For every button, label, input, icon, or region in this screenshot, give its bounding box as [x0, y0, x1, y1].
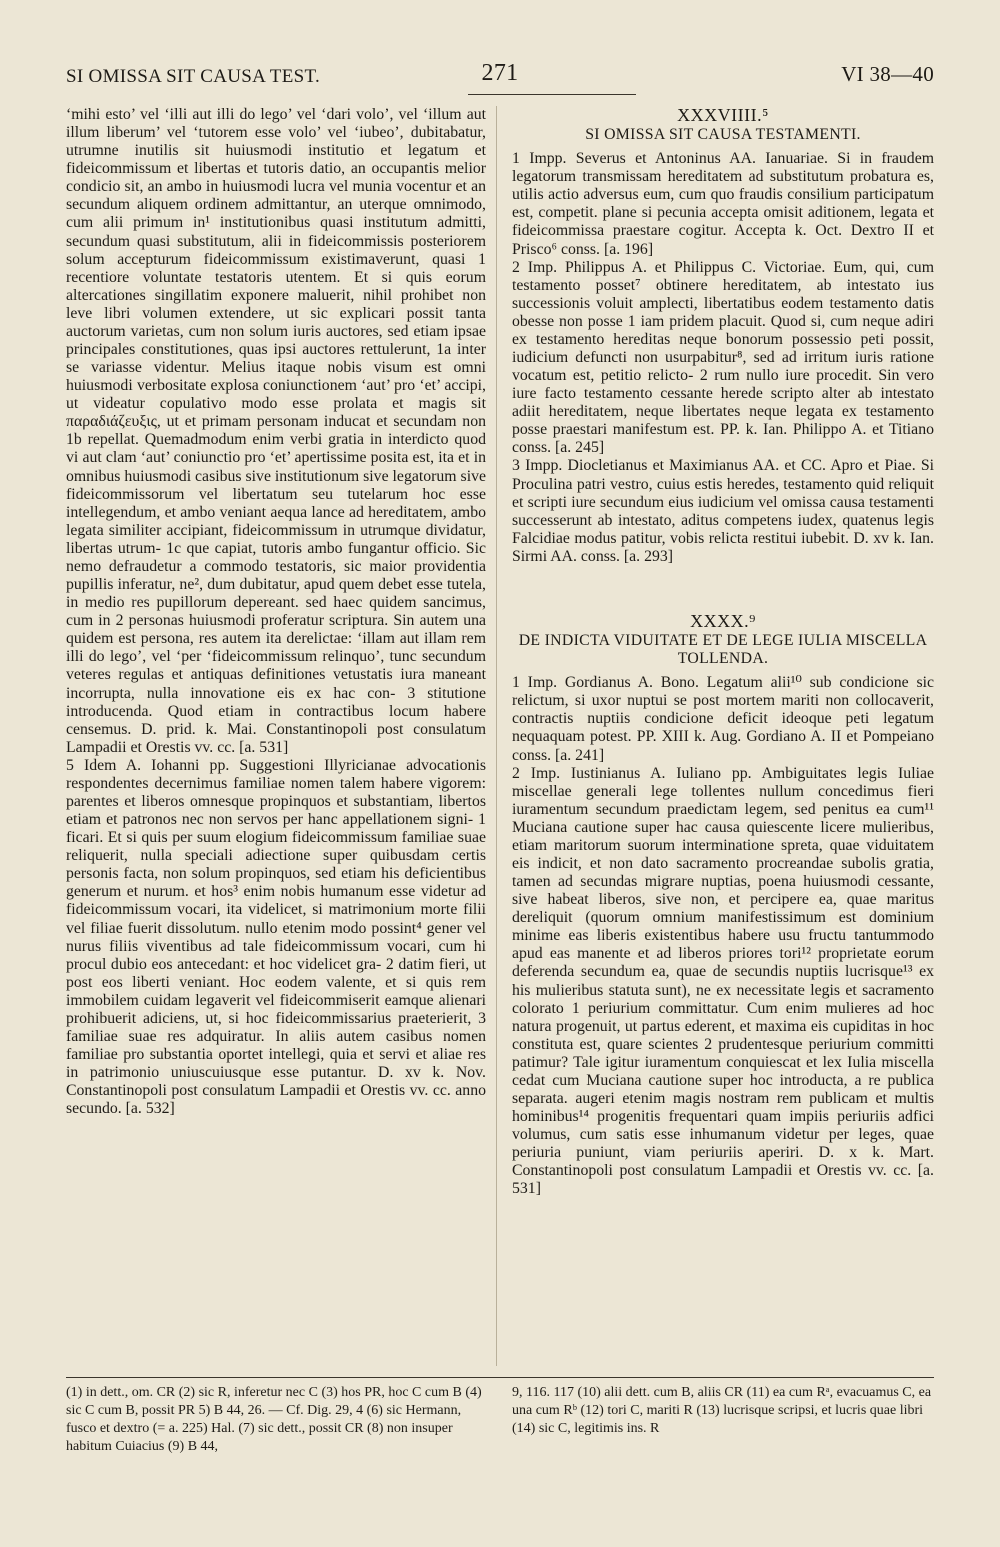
footnote-text: (1) in dett., om. CR (2) sic R, inferetur nec C (3) hos PR, hoc C cum B (4) sic C cum B, possit PR 5) B 44, 26. — Cf. Dig. 29, 4 (6) sic Hermann, fusco et dextro (= a. 225) Hal. (7) sic dett., possit CR (8) non insuper habitum Cuiacius (9) B 44,	[66, 1385, 482, 1454]
footnotes-right	[512, 1384, 934, 1438]
law-text-paragraph: 5 Idem A. Iohanni pp. Suggestioni Illyricianae advocationis respondentes decernimus familiae nomen talem habere vigorem: parentes et liberos omnesque propinquos et substantiam, libertos etiam et patronos nec non servos per hanc appellationem signi- 1 ficari. Et si quis per suum elogium fideicommissum familiae suae reliquerit, nulla speciali adiectione super quibusdam certis personis facta, non solum propinquos, sed etiam his deficientibus generum et nurum. et hos³ enim nobis humanum esse videtur ad fideicommissum vocari, ita videlicet, si matrimonium morte filii vel filiae fuerit dissolutum. nullo etenim modo possint⁴ gener vel nurus filiis viventibus ad tale fideicommissum vocari, cum hi procul dubio eos antecedant: et hoc videlicet gra- 2 datim fieri, ut post eos liberti veniant. Hoc eodem valente, et si quis rem immobilem cuidam legaverit vel fideicommiserit eamque alienari prohibuerit adiciens, ut, si hoc fideicommissarius praeterierit, 3 familiae suae res adquiratur. In aliis autem casibus nomen familiae pro substantia oportet intellegi, quia et servi et aliae res in patrimonio uniuscuiusque esse putantur. D. xv k. Nov. Constantinopoli post consulatum Lampadii et Orestis vv. cc. anno secundo. [a. 532]	[66, 756, 486, 1118]
law-text-paragraph: 1 Imp. Gordianus A. Bono. Legatum alii¹⁰ sub condicione sic relictum, si uxor nuptui se post mortem mariti non collocaverit, contractis nuptiis condicione deficit ideoque peti legatum nequaquam potest. PP. XIII k. Aug. Gordiano A. II et Pompeiano conss. [a. 241]	[512, 674, 934, 764]
section-number: XXXVIIII.⁵	[677, 105, 769, 125]
law-text-paragraph: 2 Imp. Iustinianus A. Iuliano pp. Ambiguitates legis Iuliae miscellae generali lege tollentes nullum concedimus fieri iuramentum secundum praedictam legem, sed penitus ea cum¹¹ Muciana cautione super hac causa quiescente licere mulieribus, etiam maritorum suorum interminatione spreta, quae viduitatem eis indicit, et non dato sacramento procreandae subolis gratia, tamen ad secundas migrare nuptias, poena huiusmodi cessante, sive habeat liberos, sive non, et percipere ea, quae maritus dereliquit (quorum omnium manifestissimum est dominium minime eas liberis existentibus habere usu fructu tantummodo apud eas manente et ad liberos priores tori¹² proprietate eorum deferenda secundum ea, quae de secundis nuptiis lucrisque¹³ ex his mulieribus statuta sunt), ne ex necessitate legis et sacramento colorato 1 periurium committatur. Cum enim mulieres ad hoc natura progenuit, ut partus ederent, et maxima eis cupiditas in hoc constituta est, quare scientes 2 prudentesque periurium committi patimur? Tale igitur iuramentum conquiescat et lex Iulia miscella cedat cum Muciana cautione super hoc introducta, a re publica separata. augeri etenim magis nostram rem publicam et multis hominibus¹⁴ progenitis frequentari quam impiis periuriis adfici volumus, cum satis esse inhumanum videtur per leges, quae periuria puniunt, viam periuriis aperiri. D. x k. Mart. Constantinopoli post consulatum Lampadii et Orestis vv. cc. [a. 531]	[512, 764, 934, 1198]
right-column	[512, 106, 934, 1198]
left-column	[66, 106, 486, 1118]
running-header	[66, 58, 934, 94]
law-text-paragraph: 3 Impp. Diocletianus et Maximianus AA. et CC. Apro et Piae. Si Proculina patri vestro, cuius estis heredes, testamento quid reliquit et scripti iure secundum eius iudicium vel omissa causa testamenti successerunt ab intestato, aditus competens iudex, quatenus legis Falcidiae modus patitur, vobis relicta restitui iubebit. D. xv k. Ian. Sirmi AA. conss. [a. 293]	[512, 457, 934, 565]
page-number: 271	[481, 60, 519, 86]
running-title: SI OMISSA SIT CAUSA TEST.	[66, 66, 321, 87]
section-title: DE INDICTA VIDUITATE ET DE LEGE IULIA MISCELLA TOLLENDA.	[518, 632, 928, 668]
section-gap	[512, 566, 934, 612]
section-title: SI OMISSA SIT CAUSA TESTAMENTI.	[585, 126, 861, 144]
footnotes-left	[66, 1384, 486, 1456]
column-separator	[496, 106, 497, 1366]
header-rule	[468, 94, 636, 95]
footnote-text: 9, 116. 117 (10) alii dett. cum B, aliis CR (11) ea cum Rᵃ, evacuamus C, ea una cum Rᵇ (12) tori C, mariti R (13) lucrisque scripsi, et lucris quae libri (14) sic C, legitimis ins. R	[512, 1385, 932, 1436]
footnote-rule	[66, 1377, 934, 1378]
section-number: XXXX.⁹	[690, 610, 756, 631]
section-range: VI 38—40	[841, 62, 934, 86]
law-text-paragraph: ‘mihi esto’ vel ‘illi aut illi do lego’ vel ‘dari volo’, vel ‘illum aut illum liberum’ vel ‘tutorem esse volo’ vel ‘iubeo’, dubitabatur, utrumne inutilis sit huiusmodi institutio et legatum et fideicommissum et libertas et tutoris datio, an occupantis melior condicio sit, an ambo in huiusmodi lucra vel munia vocentur et an secundum aliquem ordinem admittantur, an uterque omnimodo, cum alii primum in¹ institutionibus quasi institutum admitti, secundum quasi substitutum, alii in fideicommissis posteriorem solum accepturum fideicommissum existimaverunt, quasi 1 recentiore voluntate testatoris utentem. Et si quis eorum altercationes singillatim exponere maluerit, nihil prohibet non leve libri volumen extendere, ut sic explicari possit tanta auctorum varietas, cum non solum iuris auctores, sed etiam ipsae principales constitutiones, quas ipsi auctores rettulerunt, 1a inter se variasse videntur. Melius itaque nobis visum est omni huiusmodi verbositate explosa coniunctionem ‘aut’ pro ‘et’ accipi, ut videatur copulativo modo esse prolata et magis sit παραδιάζευξις, ut et primam personam inducat et secundam non 1b repellat. Quemadmodum enim verbi gratia in interdicto quod vi aut clam ‘aut’ coniunctio pro ‘et’ apertissime posita est, ita et in omnibus huiusmodi casibus sive institutionum sive legatorum sive fideicommissorum vel libertatum seu tutelarum hoc esse intellegendum, et ambo veniant aequa lance ad hereditatem, ambo legata similiter accipiant, fideicommissum in utrumque dividatur, libertas utrum- 1c que capiat, tutoris ambo fungantur officio. Sic nemo defraudetur a commodo testatoris, sic maior providentia pupillis inferatur, ne², dum dubitatur, apud quem debet esse tutela, in medio res pupillorum depereant. sed haec quidem sancimus, cum in 2 personas huiusmodi proferatur scriptura. Sin autem una quidem est persona, res autem ita derelictae: ‘illam aut illam rem illi do lego’, vel ‘per ‘fideicommissum relinquo’, tunc secundum veteres regulas et antiquas definitiones vetustatis iura maneant incorrupta, nulla innovatione eis ex hac con- 3 stitutione introducenda. Quod etiam in contractibus locum habere censemus. D. prid. k. Mai. Constantinopoli post consulatum Lampadii et Orestis vv. cc. [a. 531]	[66, 106, 486, 756]
law-text-paragraph: 2 Imp. Philippus A. et Philippus C. Victoriae. Eum, qui, cum testamento posset⁷ obtinere hereditatem, ab intestato ius successionis voluit amplecti, libertatibus eodem testamento datis obesse non posse 1 iam pridem placuit. Quod si, cum neque adiri ex testamento hereditas neque bonorum possessio peti possit, iudicium defuncti non usurpabitur⁸, sed ad irritum iuris ratione vocatum est, petitio relicto- 2 rum nullo iure procedit. Sin vero iure facto testamento cessante herede scripto alter ab intestato adiit hereditatem, neque libertates neque legata ex testamento posse praestari manifestum est. PP. k. Ian. Philippo A. et Titiano conss. [a. 245]	[512, 258, 934, 457]
law-text-paragraph: 1 Impp. Severus et Antoninus AA. Ianuariae. Si in fraudem legatorum transmissam hereditatem ad substitutum probatura es, utilis actio adversus eum, cum quo fraudis consilium participatum est, competit. plane si pecunia accepta omisit aditionem, legata et fideicommissa praestare cogitur. Accepta k. Oct. Dextro II et Prisco⁶ conss. [a. 196]	[512, 150, 934, 258]
